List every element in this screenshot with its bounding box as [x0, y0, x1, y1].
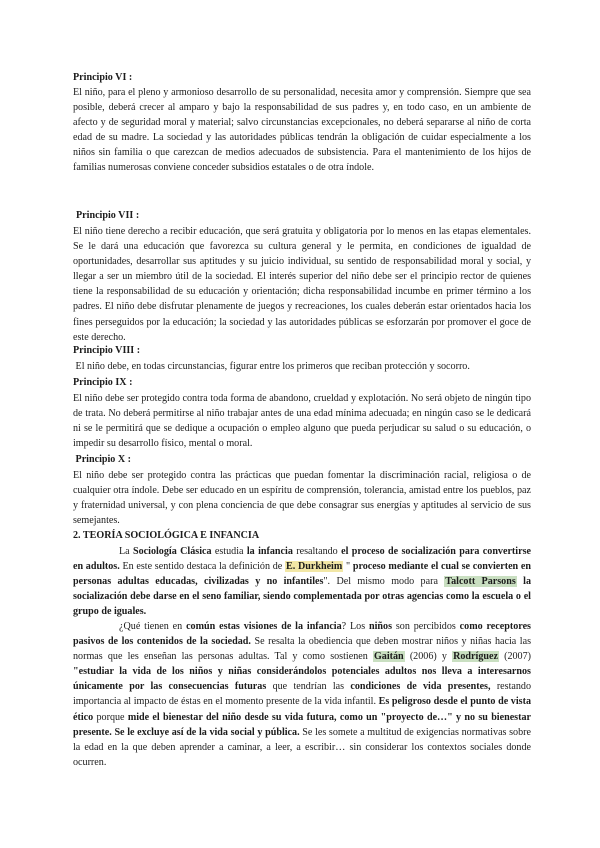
section-paragraph-2: ¿Qué tienen en común estas visiones de la infancia? Los niños son percibidos como receptores pasivos de los contenidos de la sociedad. Se resalta la obediencia que deben mostrar niños y niñas hacia las normas que les enseñan las personas adultas. Tal y como sostienen Gaitán (2006) y Rodríguez (2007) "estudiar la vida de los niños y niñas considerándolos potenciales adultos nos lleva a interesarnos únicamente por las consecuencias futuras que tendrían las condiciones de vida presentes, restando importancia al impacto de éstas en el momento presente de la vida infantil. Es peligroso desde el punto de vista ético porque mide el bienestar del niño desde su vida futura, como un "proyecto de…" y no su bienestar presente. Se le excluye así de la vida social y pública. Se les somete a multitud de exigencias normativas sobre la edad en la que deben aprender a caminar, a leer, a escribir… sin considerar los contextos sociales donde ocurren.	[73, 621, 532, 768]
highlight-parsons: Talcott Parsons	[445, 576, 516, 588]
highlight-rodriguez: Rodríguez	[453, 651, 498, 663]
principle-7-title: Principio VII :	[76, 210, 140, 221]
highlight-gaitan: Gaitán	[373, 651, 404, 663]
principle-8-title: Principio VIII :	[73, 345, 141, 356]
principle-9-title: Principio IX :	[73, 377, 133, 388]
principle-8-text: El niño debe, en todas circunstancias, figurar entre los primeros que reciban protección y socorro.	[73, 361, 470, 372]
highlight-durkheim: E. Durkheim	[285, 561, 343, 573]
principle-6-text: El niño, para el pleno y armonioso desarrollo de su personalidad, necesita amor y comprensión. Siempre que sea posible, deberá crecer al amparo y bajo la responsabilidad de sus padres y, en todo caso, en un ambiente de afecto y de seguridad moral y material; salvo circunstancias excepcionales, no deberá separarse al niño de corta edad de su madre. La sociedad y las autoridades públicas tendrán la obligación de cuidar especialmente a los niños sin familia o que carezcan de medios adecuados de subsistencia. Para el mantenimiento de los hijos de familias numerosas conviene conceder subsidios estatales o de otra índole.	[73, 87, 531, 174]
principle-7-text: El niño tiene derecho a recibir educación, que será gratuita y obligatoria por lo menos en las etapas elementales. Se le dará una educación que favorezca su cultura general y le permita, en condiciones de igualdad de oportunidades, desarrollar sus aptitudes y su juicio individual, su sentido de responsabilidad moral y social, y llegar a ser un miembro útil de la sociedad. El interés superior del niño debe ser el principio rector de quienes tiene la responsabilidad de su educación y orientación; dicha responsabilidad incumbe en primer término a los padres. El niño debe disfrutar plenamente de juegos y recreaciones, los cuales deberán estar orientados hacia los fines perseguidos por la educación; la sociedad y las autoridades públicas se esforzarán por promover el goce de este derecho.	[73, 226, 531, 343]
section-paragraph-1: La Sociología Clásica estudia la infancia resaltando el proceso de socialización para convertirse en adultos. En este sentido destaca la definición de E. Durkheim " proceso mediante el cual se convierten en personas adultas educadas, civilizadas y no infantiles". Del mismo modo para Talcott Parsons la socialización debe darse en el seno familiar, siendo complementada por otras agencias como la escuela o el grupo de iguales.	[73, 546, 531, 618]
principle-6-title: Principio VI :	[73, 72, 133, 83]
section-title: 2. TEORÍA SOCIOLÓGICA E INFANCIA	[73, 530, 260, 541]
principle-10-title: Principio X :	[73, 454, 132, 465]
principle-9-text: El niño debe ser protegido contra toda forma de abandono, crueldad y explotación. No será objeto de ningún tipo de trata. No deberá permitirse al niño trabajar antes de una edad mínima adecuada; en ningún caso se le dedicará ni se le permitirá que se dedique a ocupación o empleo alguno que pueda perjudicar su salud o su educación, o impedir su desarrollo físico, mental o moral.	[73, 393, 531, 450]
principle-10-text: El niño debe ser protegido contra las prácticas que puedan fomentar la discriminación racial, religiosa o de cualquier otra índole. Debe ser educado en un espíritu de comprensión, tolerancia, amistad entre los pueblos, paz y fraternidad universal, y con plena conciencia de que debe consagrar sus energías y aptitudes al servicio de sus semejantes.	[73, 470, 531, 527]
